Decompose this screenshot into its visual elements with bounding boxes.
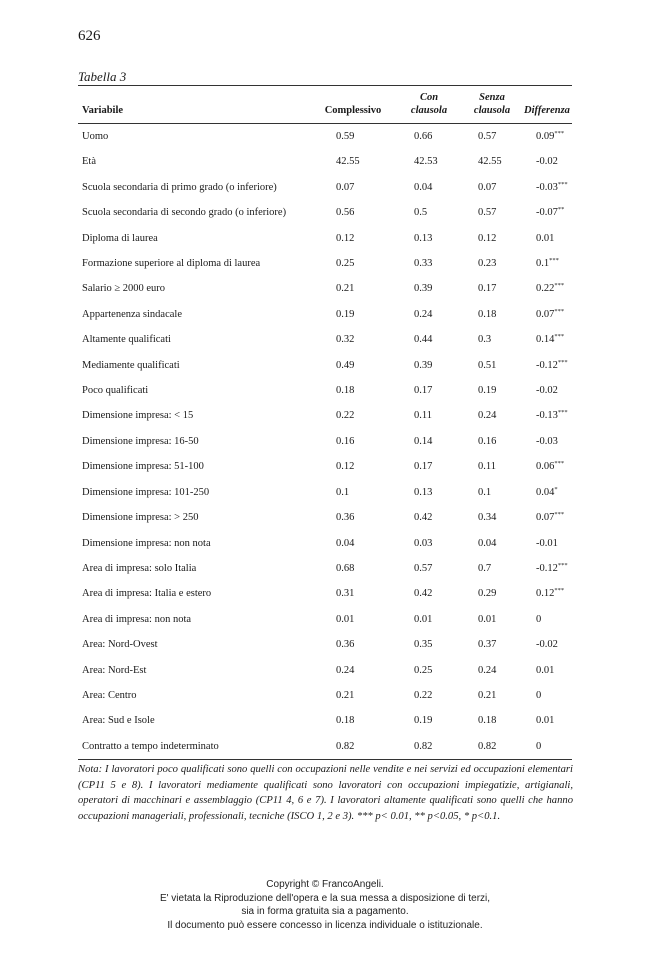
without-clause-cell: 0.34 xyxy=(478,512,497,524)
with-clause-cell: 0.14 xyxy=(414,435,433,447)
difference-cell xyxy=(522,734,572,760)
difference-value: 0 xyxy=(536,613,542,625)
overall-cell: 0.04 xyxy=(336,537,355,549)
difference-cell xyxy=(522,581,572,606)
difference-value: -0.03 xyxy=(536,181,558,193)
significance-marker: *** xyxy=(557,180,568,188)
table-header xyxy=(78,86,572,124)
table-row xyxy=(78,480,572,505)
difference-cell xyxy=(522,175,572,200)
overall-cell: 0.07 xyxy=(336,181,355,193)
header-with-clause-line1: Con xyxy=(419,92,439,103)
table-note: Nota: I lavoratori poco qualificati sono quelli con occupazioni nelle vendite e nei servizi ed occupazioni elementari (CP11 5 e 8). I lavoratori mediamente qualificati sono lavoratori con occupazioni impiegatizie, artigianali, operatori di macchinari e assemblaggio (CP11 4, 6 e 7). I lavoratori altamente qualificati sono quelli che hanno occupazioni manageriali, professionali, tecniche (ISCO 1, 2 e 3). *** p< 0.01, ** p<0.05, * p<0.1. xyxy=(78,764,573,822)
without-clause-cell: 0.1 xyxy=(478,486,492,498)
statistics-table xyxy=(78,85,572,760)
with-clause-cell: 0.04 xyxy=(414,181,433,193)
variable-cell: Poco qualificati xyxy=(82,385,149,397)
difference-cell xyxy=(522,353,572,378)
difference-value: 0.04 xyxy=(536,486,555,498)
with-clause-cell: 0.33 xyxy=(414,258,433,270)
difference-cell xyxy=(522,505,572,530)
difference-value: -0.12 xyxy=(536,562,558,574)
variable-cell: Appartenenza sindacale xyxy=(82,308,182,320)
difference-value: 0.06 xyxy=(536,461,555,473)
variable-cell: Altamente qualificati xyxy=(82,334,171,346)
difference-cell xyxy=(522,378,572,403)
with-clause-cell: 0.57 xyxy=(414,562,433,574)
table-row xyxy=(78,683,572,708)
difference-cell xyxy=(522,658,572,683)
overall-cell: 0.49 xyxy=(336,359,355,371)
with-clause-cell: 0.13 xyxy=(414,486,433,498)
overall-cell: 0.16 xyxy=(336,435,355,447)
with-clause-cell: 0.24 xyxy=(414,308,433,320)
significance-marker: *** xyxy=(554,511,565,519)
without-clause-cell: 0.19 xyxy=(478,385,497,397)
significance-marker: *** xyxy=(554,282,565,290)
with-clause-cell: 0.82 xyxy=(414,740,433,752)
overall-cell: 0.22 xyxy=(336,410,355,422)
difference-value: 0 xyxy=(536,689,542,701)
overall-cell: 0.82 xyxy=(336,740,355,752)
table-row xyxy=(78,607,572,632)
significance-marker: *** xyxy=(554,333,565,341)
difference-value: 0.01 xyxy=(536,664,555,676)
variable-cell: Area di impresa: non nota xyxy=(82,613,192,625)
without-clause-cell: 0.17 xyxy=(478,283,497,295)
table-row xyxy=(78,327,572,352)
header-difference: Differenza xyxy=(524,105,570,116)
without-clause-cell: 0.23 xyxy=(478,258,497,270)
without-clause-cell: 0.37 xyxy=(478,639,497,651)
variable-cell: Dimensione impresa: 101-250 xyxy=(82,486,210,498)
table-row xyxy=(78,302,572,327)
table-row xyxy=(78,632,572,657)
difference-value: 0.09 xyxy=(536,131,555,142)
variable-cell: Area: Nord-Ovest xyxy=(82,639,158,651)
difference-cell xyxy=(522,683,572,708)
overall-cell: 0.18 xyxy=(336,385,355,397)
header-with-clause xyxy=(396,86,462,124)
overall-cell: 0.56 xyxy=(336,207,355,219)
difference-cell xyxy=(522,429,572,454)
without-clause-cell: 0.21 xyxy=(478,689,497,701)
table-row xyxy=(78,505,572,530)
significance-marker: *** xyxy=(554,460,565,468)
significance-marker: ** xyxy=(557,206,565,214)
without-clause-cell: 0.24 xyxy=(478,410,497,422)
variable-cell: Diploma di laurea xyxy=(82,232,158,244)
significance-marker: * xyxy=(554,485,558,493)
table-body xyxy=(78,124,572,760)
table-row xyxy=(78,556,572,581)
difference-cell xyxy=(522,607,572,632)
without-clause-cell: 0.29 xyxy=(478,588,497,600)
table-row xyxy=(78,708,572,733)
table-row xyxy=(78,149,572,174)
header-variable: Variabile xyxy=(82,105,124,116)
overall-cell: 0.68 xyxy=(336,562,355,574)
with-clause-cell: 0.39 xyxy=(414,283,433,295)
difference-value: -0.13 xyxy=(536,410,558,422)
without-clause-cell: 0.04 xyxy=(478,537,497,549)
table-caption: Tabella 3 xyxy=(78,69,127,84)
without-clause-cell: 0.57 xyxy=(478,207,497,219)
table-row xyxy=(78,429,572,454)
difference-cell xyxy=(522,124,572,150)
difference-cell xyxy=(522,454,572,479)
with-clause-cell: 0.66 xyxy=(414,131,433,142)
table-row xyxy=(78,353,572,378)
significance-marker: *** xyxy=(557,358,568,366)
variable-cell: Dimensione impresa: 16-50 xyxy=(82,435,199,447)
without-clause-cell: 0.3 xyxy=(478,334,492,346)
variable-cell: Area: Sud e Isole xyxy=(82,715,155,727)
with-clause-cell: 0.44 xyxy=(414,334,433,346)
with-clause-cell: 0.5 xyxy=(414,207,428,219)
difference-cell xyxy=(522,708,572,733)
difference-value: 0.01 xyxy=(536,715,555,727)
difference-cell xyxy=(522,251,572,276)
variable-cell: Salario ≥ 2000 euro xyxy=(82,283,166,295)
with-clause-cell: 0.42 xyxy=(414,588,433,600)
variable-cell: Uomo xyxy=(82,131,109,142)
table-row xyxy=(78,658,572,683)
header-row xyxy=(78,86,572,124)
table-row xyxy=(78,124,572,150)
variable-cell: Scuola secondaria di secondo grado (o inferiore) xyxy=(82,207,287,219)
header-without-clause xyxy=(462,86,522,124)
variable-cell: Contratto a tempo indeterminato xyxy=(82,740,219,752)
with-clause-cell: 0.25 xyxy=(414,664,433,676)
table-row xyxy=(78,276,572,301)
with-clause-cell: 0.11 xyxy=(414,410,432,422)
copyright-line: Copyright © FrancoAngeli. xyxy=(266,879,384,890)
with-clause-cell: 0.19 xyxy=(414,715,433,727)
table-row xyxy=(78,378,572,403)
variable-cell: Dimensione impresa: < 15 xyxy=(82,410,194,422)
table-row xyxy=(78,454,572,479)
without-clause-cell: 0.18 xyxy=(478,308,497,320)
without-clause-cell: 42.55 xyxy=(478,156,502,168)
table-row xyxy=(78,175,572,200)
table-row xyxy=(78,403,572,428)
difference-cell xyxy=(522,403,572,428)
difference-cell xyxy=(522,632,572,657)
without-clause-cell: 0.82 xyxy=(478,740,497,752)
overall-cell: 0.19 xyxy=(336,308,355,320)
significance-marker: *** xyxy=(554,587,565,595)
variable-cell: Area: Centro xyxy=(82,689,137,701)
variable-cell: Dimensione impresa: non nota xyxy=(82,537,211,549)
difference-value: 0.14 xyxy=(536,334,555,346)
overall-cell: 0.1 xyxy=(336,486,350,498)
table-row xyxy=(78,734,572,760)
copyright-line: E' vietata la Riproduzione dell'opera e la sua messa a disposizione di terzi, xyxy=(159,892,491,904)
overall-cell: 0.18 xyxy=(336,715,355,727)
difference-value: 0.1 xyxy=(536,258,550,270)
difference-value: 0.12 xyxy=(536,588,555,600)
variable-cell: Dimensione impresa: 51-100 xyxy=(82,461,204,473)
overall-cell: 0.24 xyxy=(336,664,355,676)
with-clause-cell: 0.17 xyxy=(414,385,433,397)
with-clause-cell: 0.01 xyxy=(414,613,433,625)
without-clause-cell: 0.01 xyxy=(478,613,497,625)
table-row xyxy=(78,581,572,606)
variable-cell: Area: Nord-Est xyxy=(82,664,147,676)
significance-marker: *** xyxy=(557,409,568,417)
table-row xyxy=(78,251,572,276)
without-clause-cell: 0.7 xyxy=(478,562,492,574)
with-clause-cell: 0.39 xyxy=(414,359,433,371)
overall-cell: 0.21 xyxy=(336,689,355,701)
difference-value: 0.22 xyxy=(536,283,555,295)
without-clause-cell: 0.51 xyxy=(478,359,497,371)
overall-cell: 0.36 xyxy=(336,512,355,524)
copyright-line: sia in forma gratuita sia a pagamento. xyxy=(241,906,409,917)
difference-value: 0 xyxy=(536,740,542,752)
significance-marker: *** xyxy=(557,561,568,569)
difference-value: -0.12 xyxy=(536,359,558,371)
with-clause-cell: 0.13 xyxy=(414,232,433,244)
overall-cell: 0.12 xyxy=(336,232,355,244)
without-clause-cell: 0.57 xyxy=(478,131,497,142)
significance-marker: *** xyxy=(554,130,565,137)
header-without-clause-line1: Senza xyxy=(479,92,505,103)
difference-value: -0.01 xyxy=(536,537,558,549)
without-clause-cell: 0.16 xyxy=(478,435,497,447)
overall-cell: 0.25 xyxy=(336,258,355,270)
header-without-clause-line2: clausola xyxy=(473,105,511,116)
table-row xyxy=(78,200,572,225)
with-clause-cell: 0.42 xyxy=(414,512,433,524)
overall-cell: 0.59 xyxy=(336,131,355,142)
copyright-line: Il documento può essere concesso in licenza individuale o istituzionale. xyxy=(167,919,483,931)
without-clause-cell: 0.11 xyxy=(478,461,496,473)
copyright-notice xyxy=(0,878,650,932)
with-clause-cell: 0.03 xyxy=(414,537,433,549)
difference-value: -0.02 xyxy=(536,385,558,397)
variable-cell: Area di impresa: solo Italia xyxy=(82,562,197,574)
difference-cell xyxy=(522,531,572,556)
significance-marker: *** xyxy=(554,307,565,315)
difference-cell xyxy=(522,302,572,327)
difference-cell xyxy=(522,327,572,352)
variable-cell: Formazione superiore al diploma di laurea xyxy=(82,258,261,270)
difference-cell xyxy=(522,276,572,301)
difference-value: -0.02 xyxy=(536,639,558,651)
overall-cell: 0.36 xyxy=(336,639,355,651)
difference-value: 0.07 xyxy=(536,308,555,320)
difference-cell xyxy=(522,226,572,251)
overall-cell: 0.12 xyxy=(336,461,355,473)
difference-cell xyxy=(522,480,572,505)
without-clause-cell: 0.24 xyxy=(478,664,497,676)
with-clause-cell: 0.35 xyxy=(414,639,433,651)
page-number: 626 xyxy=(78,28,101,44)
overall-cell: 0.31 xyxy=(336,588,355,600)
overall-cell: 0.21 xyxy=(336,283,355,295)
without-clause-cell: 0.07 xyxy=(478,181,497,193)
overall-cell: 0.32 xyxy=(336,334,355,346)
table-row xyxy=(78,226,572,251)
difference-cell xyxy=(522,149,572,174)
with-clause-cell: 42.53 xyxy=(414,156,438,168)
significance-marker: *** xyxy=(549,257,559,265)
difference-value: -0.03 xyxy=(536,435,558,447)
with-clause-cell: 0.17 xyxy=(414,461,433,473)
variable-cell: Area di impresa: Italia e estero xyxy=(82,588,212,600)
header-with-clause-line2: clausola xyxy=(410,105,448,116)
with-clause-cell: 0.22 xyxy=(414,689,433,701)
without-clause-cell: 0.12 xyxy=(478,232,497,244)
overall-cell: 42.55 xyxy=(336,156,360,168)
difference-value: 0.01 xyxy=(536,232,555,244)
difference-value: -0.07 xyxy=(536,207,558,219)
variable-cell: Età xyxy=(82,156,96,168)
table-row xyxy=(78,531,572,556)
overall-cell: 0.01 xyxy=(336,613,355,625)
variable-cell: Scuola secondaria di primo grado (o inferiore) xyxy=(82,181,277,193)
header-overall: Complessivo xyxy=(324,105,382,116)
difference-value: -0.02 xyxy=(536,156,558,168)
difference-value: 0.07 xyxy=(536,512,555,524)
variable-cell: Mediamente qualificati xyxy=(82,359,180,371)
difference-cell xyxy=(522,200,572,225)
difference-cell xyxy=(522,556,572,581)
variable-cell: Dimensione impresa: > 250 xyxy=(82,512,199,524)
without-clause-cell: 0.18 xyxy=(478,715,497,727)
statistics-table-container xyxy=(78,85,572,760)
